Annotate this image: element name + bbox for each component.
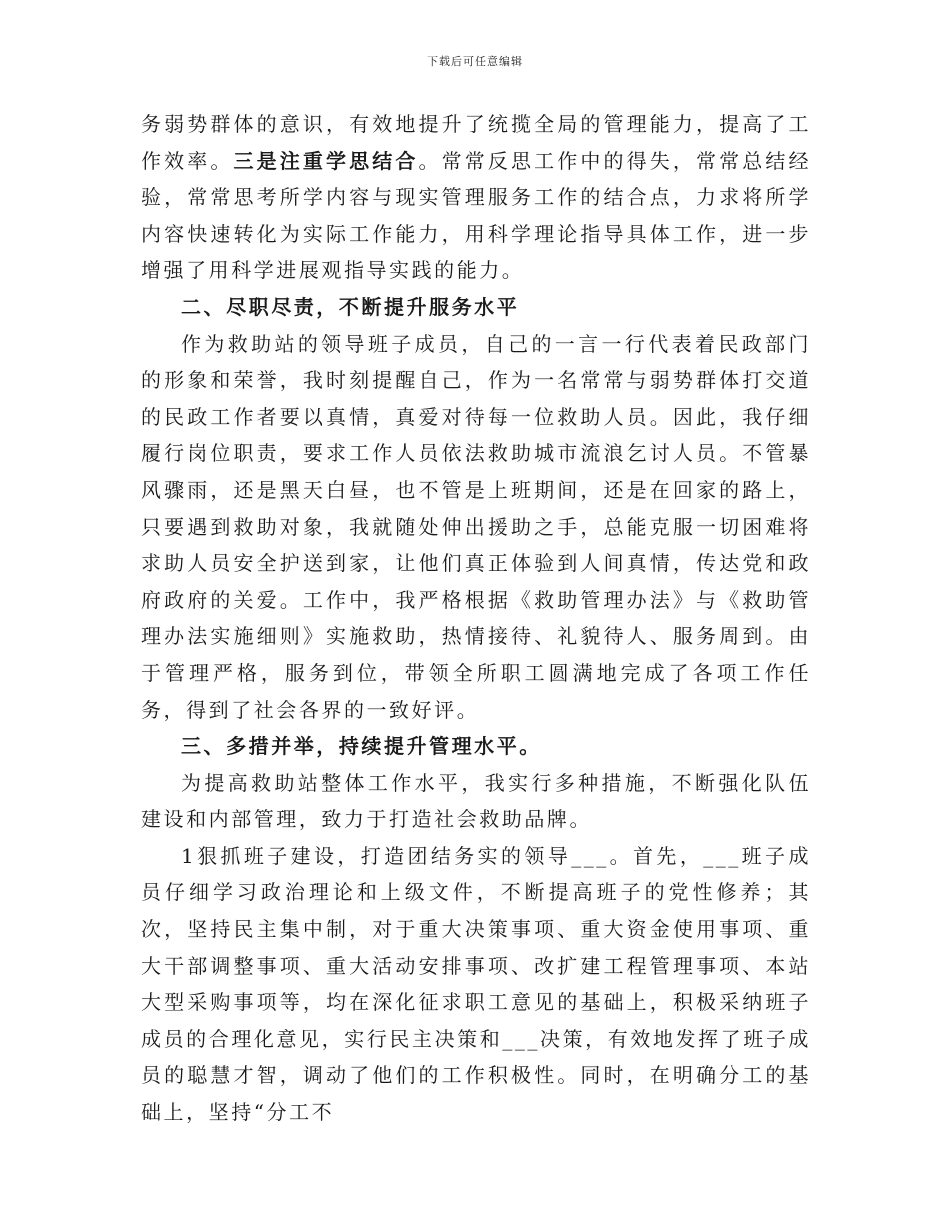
paragraph-text: 务弱势群体的意识，有效地提升了统揽全局的管理能力，提高了工作效率。 [141,112,811,173]
paragraph-management-intro: 为提高救助站整体工作水平，我实行多种措施，不断强化队伍建设和内部管理，致力于打造社会救助品牌。 [141,770,811,832]
paragraph-text: 。常常反思工作中的得失，常常总结经验，常常思考所学内容与现实管理服务工作的结合点，力求将所学内容快速转化为实际工作能力，用科学理论指导具体工作，进一步增强了用科学进展观指导实践的能力。 [141,148,811,283]
paragraph-team-building: 1狠抓班子建设，打造团结务实的领导___。首先，___班子成员仔细学习政治理论和上级文件，不断提高班子的党性修养；其次，坚持民主集中制，对于重大决策事项、重大资金使用事项、重大干部调整事项、重大活动安排事项、改扩建工程管理事项、本站大型采购事项等，均在深化征求职工意见的基础上，积极采纳班子成员的合理化意见，实行民主决策和___决策，有效地发挥了班子成员的聪慧才智，调动了他们的工作积极性。同时，在明确分工的基础上，坚持“分工不 [141,843,811,1125]
paragraph-continuation [141,106,811,289]
section-heading-2: 二、尽职尽责，不断提升服务水平 [181,294,520,319]
paragraph-service: 作为救助站的领导班子成员，自己的一言一行代表着民政部门的形象和荣誉，我时刻提醒自己，作为一名常常与弱势群体打交道的民政工作者要以真情，真爱对待每一位救助人员。因此，我仔细履行岗位职责，要求工作人员依法救助城市流浪乞讨人员。不管暴风骤雨，还是黑天白昼，也不管是上班期间，还是在回家的路上，只要遇到救助对象，我就随处伸出援助之手，总能克服一切困难将求助人员安全护送到家，让他们真正体验到人间真情，传达党和政府政府的关爱。工作中，我严格根据《救助管理办法》与《救助管理办法实施细则》实施救助，热情接待、礼貌待人、服务周到。由于管理严格，服务到位，带领全所职工圆满地完成了各项工作任务，得到了社会各界的一致好评。 [141,331,811,722]
section-heading-3: 三、多措并举，持续提升管理水平。 [181,734,542,759]
page-header: 下载后可任意编辑 [427,55,523,68]
document-body [141,106,811,1131]
emphasis-text: 三是注重学思结合 [233,148,419,173]
